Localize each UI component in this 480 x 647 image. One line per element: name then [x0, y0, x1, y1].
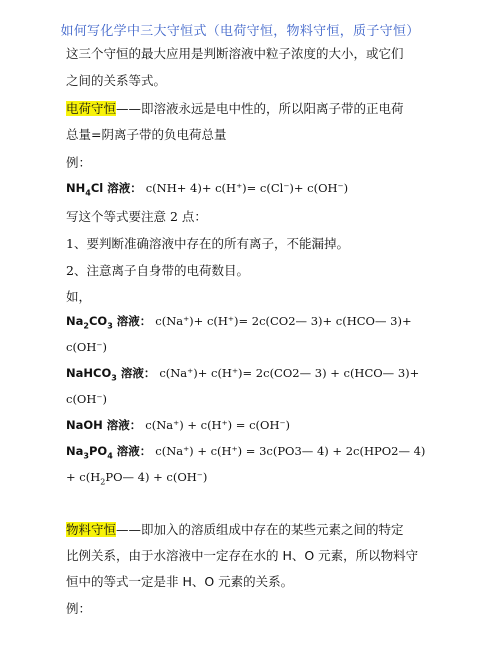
- formula-na3po4-tail: PO— 4) + c(OH⁻): [105, 470, 208, 484]
- intro-line-1: 这三个守恒的最大应用是判断溶液中粒子浓度的大小，或它们: [66, 46, 404, 61]
- charge-heading-highlight: 电荷守恒: [66, 101, 117, 116]
- formula-naoh: c(Na⁺) + c(H⁺) = c(OH⁻): [145, 418, 291, 432]
- material-example-label: 例：: [66, 601, 92, 616]
- chem-label-naoh: NaOH 溶液：: [66, 418, 142, 432]
- formula-nahco3-cont: c(OH⁻): [66, 392, 107, 406]
- material-definition-1: [66, 520, 404, 538]
- material-def-text-1: ——即加入的溶质组成中存在的某些元素之间的特定: [116, 522, 404, 537]
- intro-line-2: 之间的关系等式。: [66, 73, 167, 88]
- chem-label-nahco3: NaHCO$_3$ 溶液：: [66, 366, 156, 383]
- formula-na2co3: c(Na⁺)+ c(H⁺)= 2c(CO2— 3)+ c(HCO— 3)+: [155, 314, 412, 328]
- example-na2co3: [66, 313, 412, 330]
- note-1: 1、要判断准确溶液中存在的所有离子，不能漏掉。: [66, 236, 349, 251]
- example-nh4cl: [66, 180, 348, 197]
- note-heading: 写这个等式要注意 2 点：: [66, 209, 207, 224]
- formula-nh4cl: c(NH+ 4)+ c(H⁺)= c(Cl⁻)+ c(OH⁻): [145, 181, 349, 195]
- formula-na2co3-cont: c(OH⁻): [66, 340, 107, 354]
- material-heading-highlight: 物料守恒: [66, 522, 117, 537]
- for-example-label: 如，: [66, 289, 92, 304]
- chem-label-na3po4: $Na_3PO_4$ 溶液：: [66, 444, 152, 461]
- example-na3po4: [66, 443, 425, 460]
- example-naoh: [66, 417, 290, 433]
- charge-def-text-1: ——即溶液永远是电中性的，所以阳离子带的正电荷: [116, 101, 404, 116]
- charge-definition-2: 总量=阴离子带的负电荷总量: [66, 127, 227, 142]
- charge-example-label: 例：: [66, 155, 92, 170]
- charge-definition-1: [66, 99, 404, 117]
- note-2: 2、注意离子自身带的电荷数目。: [66, 263, 249, 278]
- chem-label-na2co3: $Na_2CO_3$ 溶液：: [66, 314, 152, 331]
- chem-label-nh4cl: $NH_4Cl$ 溶液：: [66, 181, 142, 198]
- formula-nahco3: c(Na⁺)+ c(H⁺)= 2c(CO2— 3) + c(HCO— 3)+: [159, 366, 420, 380]
- formula-na3po4: c(Na⁺) + c(H⁺) = 3c(PO3— 4) + 2c(HPO2— 4): [155, 444, 426, 458]
- cutoff-text-fragment: [140, 638, 340, 644]
- document-title: 如何写化学中三大守恒式（电荷守恒，物料守恒，质子守恒）: [60, 24, 420, 39]
- example-nahco3: [66, 365, 419, 382]
- material-definition-3: 恒中的等式一定是非 H、O 元素的关系。: [66, 574, 294, 589]
- formula-na3po4-cont: + $c(H_2PO—$ 4) + c(OH⁻): [66, 470, 208, 487]
- material-definition-2: 比例关系，由于水溶液中一定存在水的 H、O 元素，所以物料守: [66, 548, 419, 563]
